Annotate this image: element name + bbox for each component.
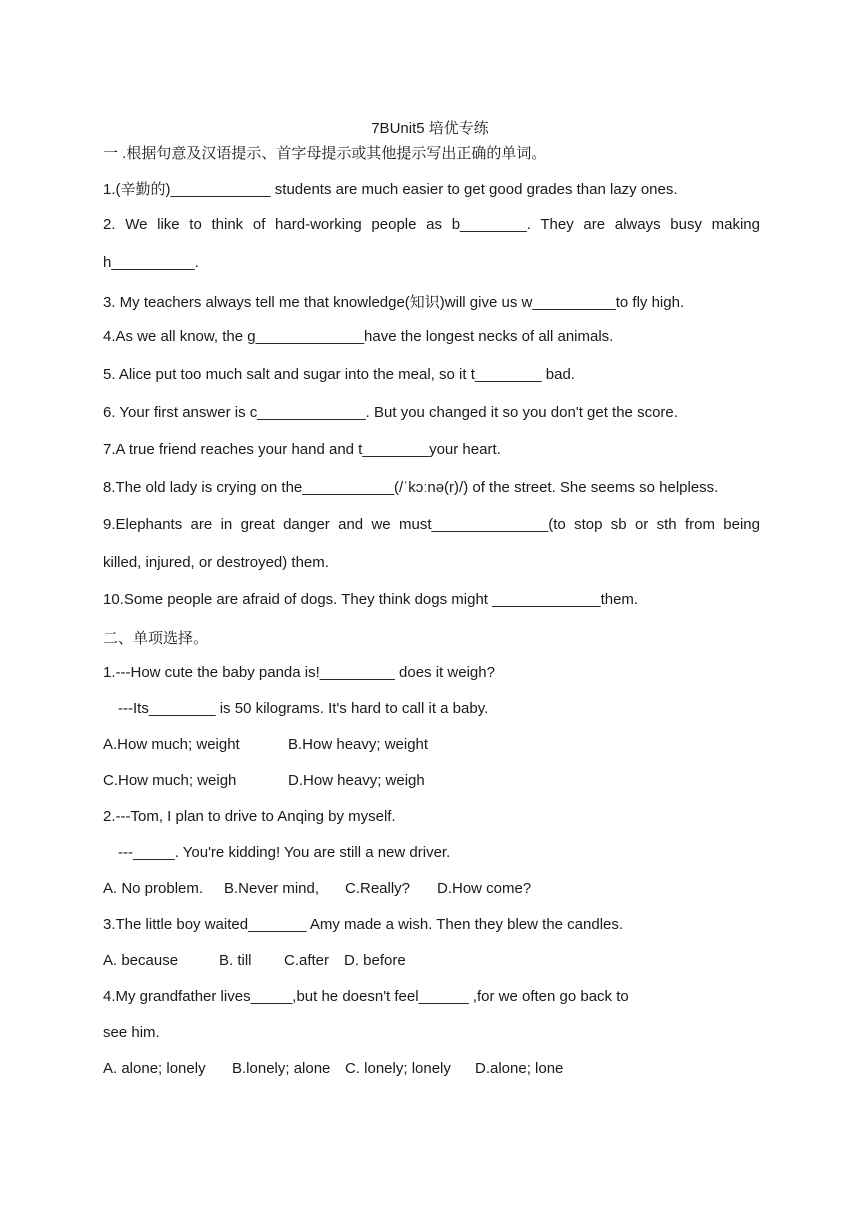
q2-3-option-a: A. because: [103, 952, 179, 969]
q1-8: 8.The old lady is crying on the___________(/ˈkɔːnə(r)/) of the street. She seems so helpless.: [103, 479, 719, 496]
q2-4-option-c: C. lonely; lonely: [345, 1060, 451, 1077]
q1-9-line1: 9.Elephants are in great danger and we must______________(to stop sb or sth from being: [103, 516, 760, 533]
q2-4-options: [103, 1060, 563, 1077]
q1-5: 5. Alice put too much salt and sugar into the meal, so it t________ bad.: [103, 366, 575, 383]
q2-4-option-b: B.lonely; alone: [232, 1060, 331, 1077]
page-title: 7BUnit5 培优专练: [371, 120, 489, 137]
q2-1-option-d: D.How heavy; weigh: [288, 772, 425, 789]
q2-3-option-c: C.after: [284, 952, 330, 969]
q2-3-option-b: B. till: [219, 952, 252, 969]
q1-10: 10.Some people are afraid of dogs. They think dogs might _____________them.: [103, 591, 639, 608]
q2-2-line1: 2.---Tom, I plan to drive to Anqing by myself.: [103, 808, 396, 825]
q2-1-line1: 1.---How cute the baby panda is!_________ does it weigh?: [103, 664, 495, 681]
q2-4-option-d: D.alone; lone: [475, 1060, 564, 1077]
q2-4-option-a: A. alone; lonely: [103, 1060, 206, 1077]
q2-2-options: [103, 880, 531, 897]
q2-2-option-c: C.Really?: [345, 880, 411, 897]
q2-1-options-row1: [103, 736, 428, 753]
q2-3-options: [103, 952, 406, 969]
q2-3-line1: 3.The little boy waited_______ Amy made a wish. Then they blew the candles.: [103, 916, 624, 933]
section2-heading: 二、单项选择。: [103, 630, 209, 647]
q1-1: 1.(辛勤的)____________ students are much easier to get good grades than lazy ones.: [103, 181, 678, 198]
q2-4-line1: 4.My grandfather lives_____,but he doesn't feel______ ,for we often go back to: [103, 988, 629, 1005]
q2-1-options-row2: [103, 772, 425, 789]
q2-1-option-c: C.How much; weigh: [103, 772, 237, 789]
q2-1-option-b: B.How heavy; weight: [288, 736, 429, 753]
q1-4: 4.As we all know, the g_____________have the longest necks of all animals.: [103, 328, 614, 345]
q1-6: 6. Your first answer is c_____________. But you changed it so you don't get the score.: [103, 404, 678, 421]
q2-2-option-a: A. No problem.: [103, 880, 204, 897]
q2-4-line2: see him.: [103, 1024, 160, 1041]
section1-heading: 一 .根据句意及汉语提示、首字母提示或其他提示写出正确的单词。: [103, 145, 547, 162]
q1-2-line1: 2. We like to think of hard-working people as b________. They are always busy making: [103, 216, 760, 233]
q1-2-line2: h__________.: [103, 254, 199, 271]
q2-1-line2: ---Its________ is 50 kilograms. It's hard to call it a baby.: [118, 700, 489, 717]
q2-2-option-b: B.Never mind,: [224, 880, 320, 897]
q2-2-option-d: D.How come?: [437, 880, 532, 897]
q2-3-option-d: D. before: [344, 952, 406, 969]
q2-1-option-a: A.How much; weight: [103, 736, 240, 753]
q2-2-line2: ---_____. You're kidding! You are still a new driver.: [118, 844, 451, 861]
q1-9-line2: killed, injured, or destroyed) them.: [103, 554, 329, 571]
q1-7: 7.A true friend reaches your hand and t________your heart.: [103, 441, 501, 458]
q1-3: 3. My teachers always tell me that knowledge(知识)will give us w__________to fly high.: [103, 294, 685, 311]
